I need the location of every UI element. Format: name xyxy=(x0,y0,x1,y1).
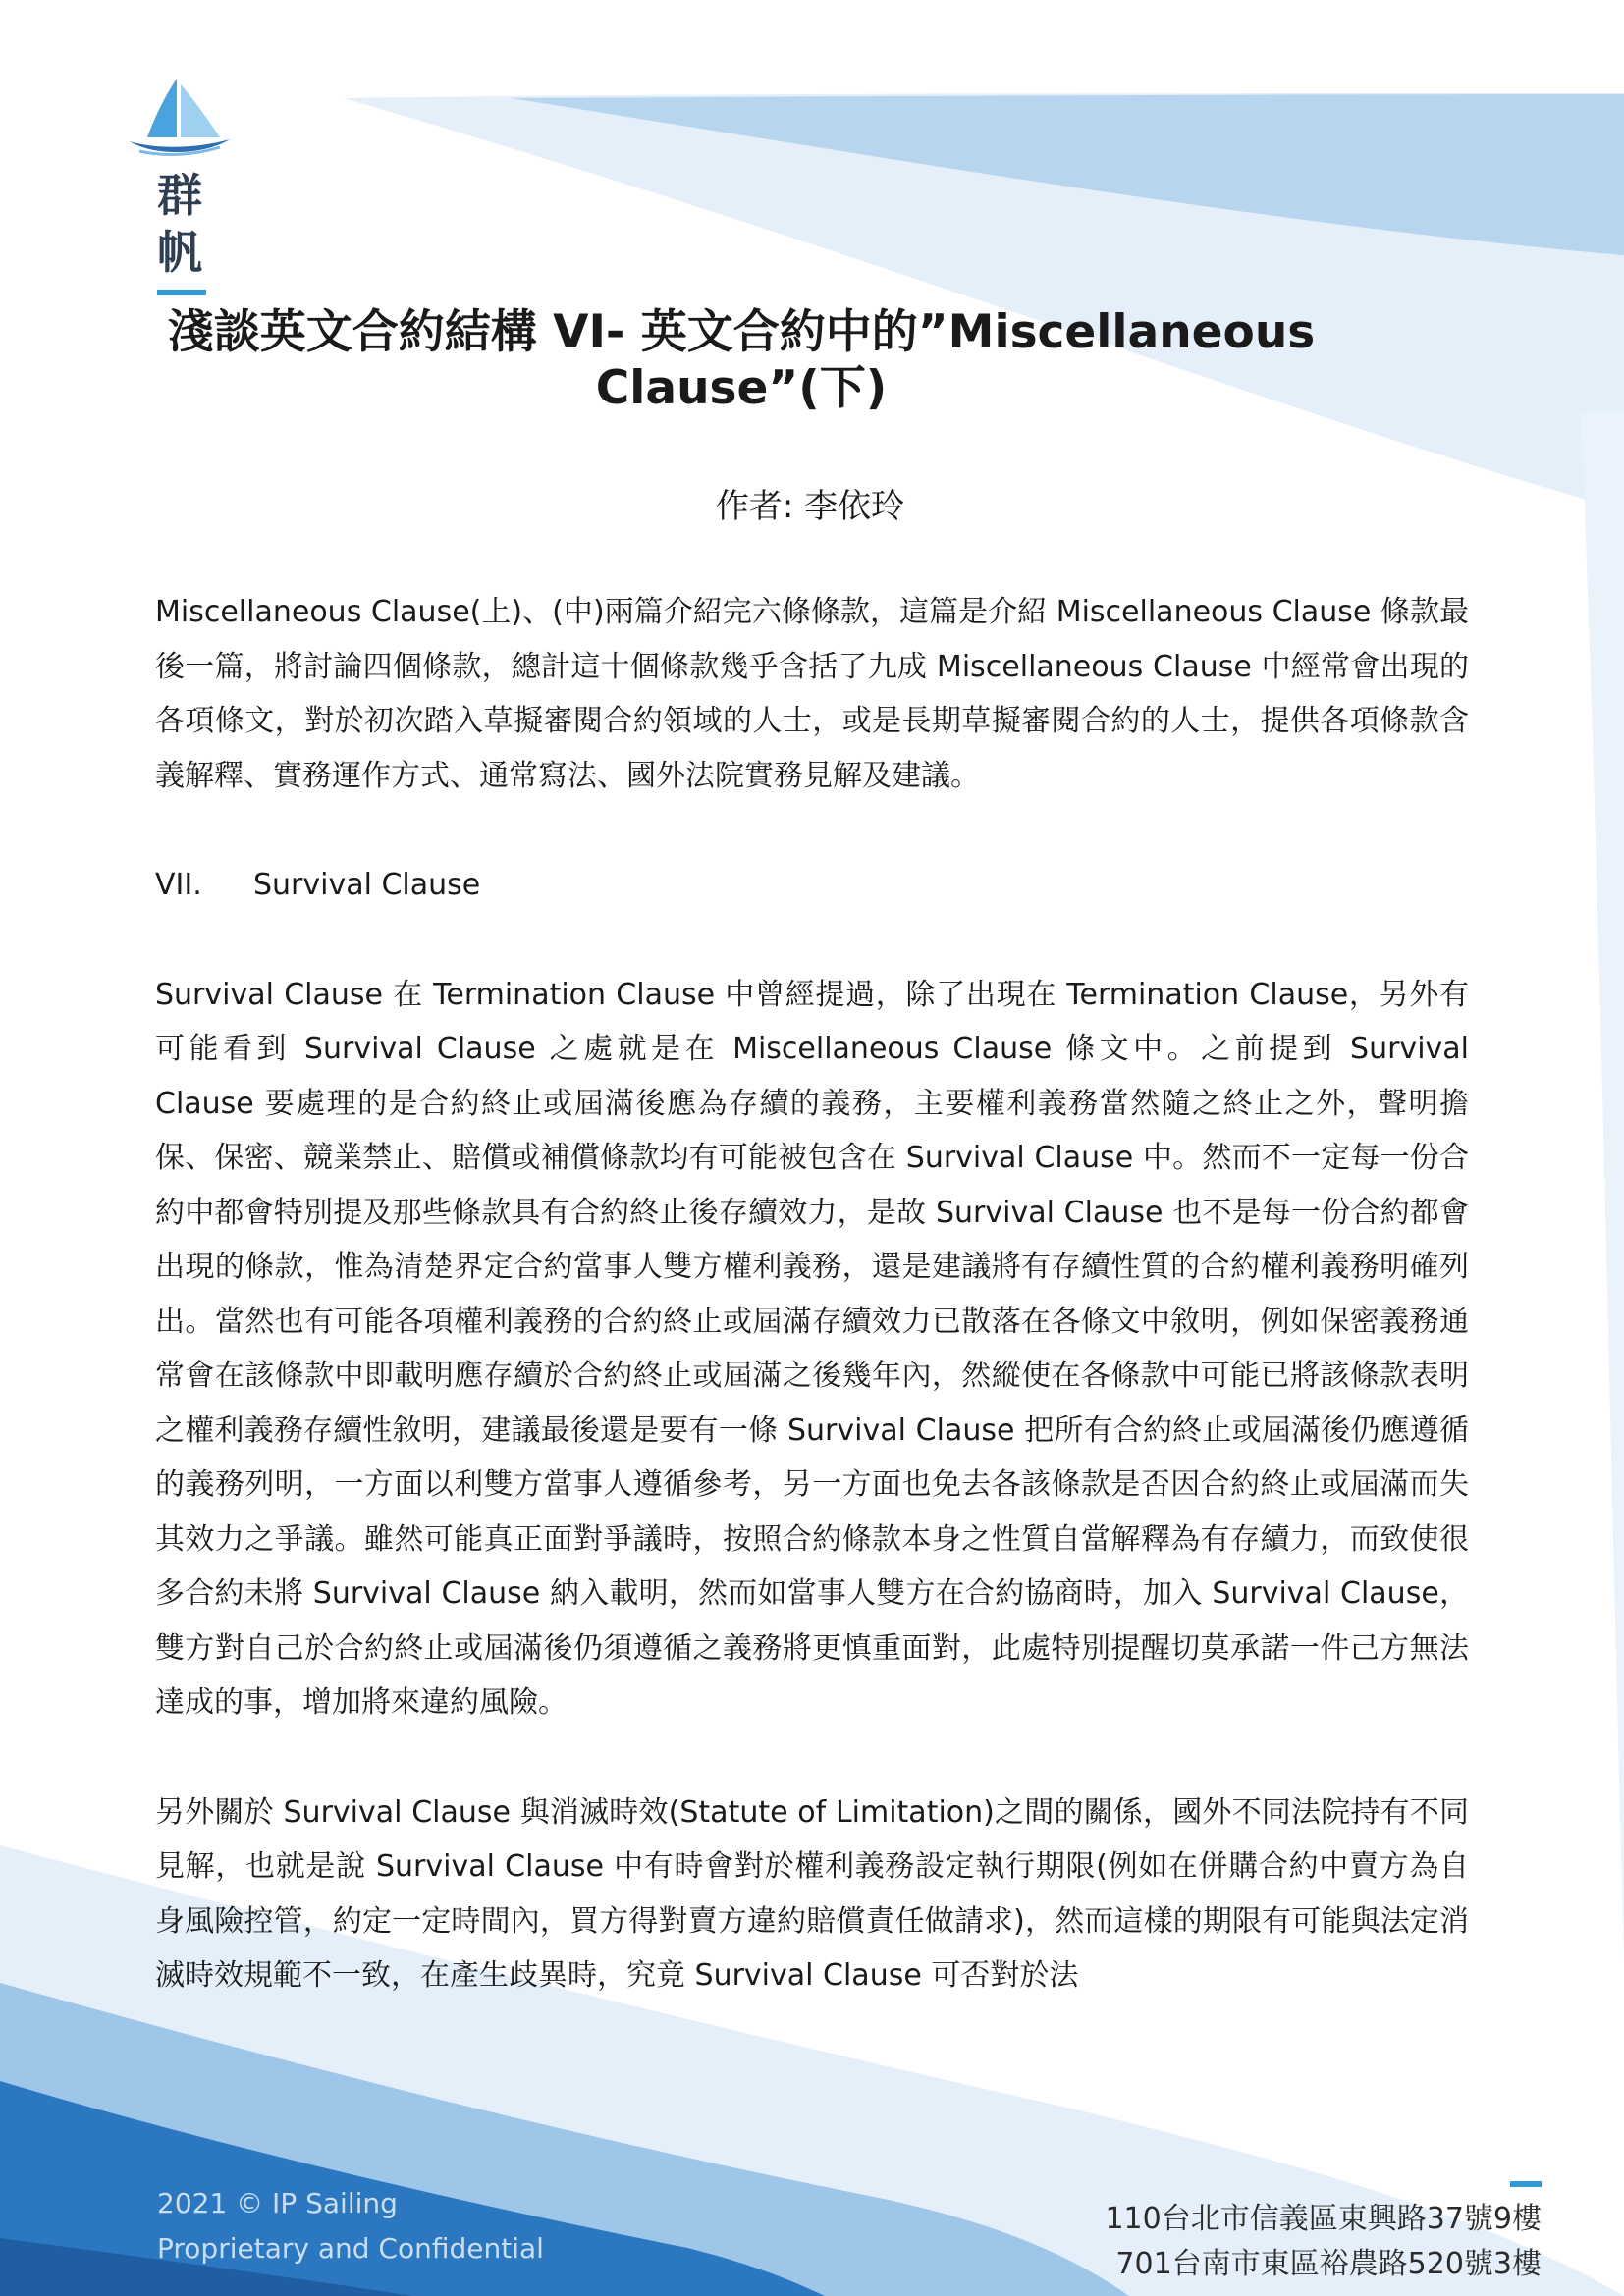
sailboat-icon xyxy=(126,77,234,157)
address-tainan: 701台南市東區裕農路520號3樓 xyxy=(1115,2247,1542,2281)
footer-addresses xyxy=(1105,2197,1542,2287)
section-number: VII. xyxy=(155,868,202,902)
article-body xyxy=(155,585,1469,2058)
section-title: Survival Clause xyxy=(253,868,481,902)
logo-char-2: 帆 xyxy=(157,226,202,279)
paragraph-intro: Miscellaneous Clause(上)、(中)兩篇介紹完六條條款，這篇是介紹 Miscellaneous Clause 條款最後一篇，將討論四個條款，總計這十個條款幾乎含括了九成 Miscellaneous Clause 中經常會出現的各項條文，對於初次踏入草擬審閱合約領域的人士，或是長期草擬審閱合約的人士，提供各項條款含義解釋、實務運作方式、通常寫法、國外法院實務見解及建議。 xyxy=(155,595,1469,793)
logo-text xyxy=(157,167,216,281)
copyright-text: 2021 © IP Sailing xyxy=(157,2187,398,2219)
right-wave xyxy=(1581,412,1624,1963)
footer-accent-bar xyxy=(1510,2181,1542,2187)
section-heading xyxy=(155,858,1469,913)
page-title: 淺談英文合約結構 VI- 英文合約中的”Miscellaneous Clause”(下) xyxy=(167,305,1316,415)
paragraph-statute: 另外關於 Survival Clause 與消滅時效(Statute of Limitation)之間的關係，國外不同法院持有不同見解，也就是說 Survival Clause 中有時會對於權利義務設定執行期限(例如在併購合約中賣方為自身風險控管，約定一定時間內，買方得對賣方違約賠償責任做請求)，然而這樣的期限有可能與法定消滅時效規範不一致，在產生歧異時，究竟 Survival Clause 可否對於法 xyxy=(155,1794,1469,1993)
address-taipei: 110台北市信義區東興路37號9樓 xyxy=(1105,2202,1542,2236)
logo-char-1: 群 xyxy=(157,169,202,222)
confidential-text: Proprietary and Confidential xyxy=(157,2232,544,2265)
logo-underline xyxy=(157,290,206,295)
author-line: 作者: 李依玲 xyxy=(715,487,905,526)
paragraph-survival: Survival Clause 在 Termination Clause 中曾經提過，除了出現在 Termination Clause，另外有可能看到 Survival Clause 之處就是在 Miscellaneous Clause 條文中。之前提到 Survival Clause 要處理的是合約終止或屆滿後應為存續的義務，主要權利義務當然隨之終止之外，聲明擔保、保密、競業禁止、賠償或補償條款均有可能被包含在 Survival Clause 中。然而不一定每一份合約中都會特別提及那些條款具有合約終止後存續效力，是故 Survival Clause 也不是每一份合約都會出現的條款，惟為清楚界定合約當事人雙方權利義務，還是建議將有存續性質的合約權利義務明確列出。當然也有可能各項權利義務的合約終止或屆滿存續效力已散落在各條文中敘明，例如保密義務通常會在該條款中即載明應存續於合約終止或屆滿之後幾年內，然縱使在各條款中可能已將該條款表明之權利義務存續性敘明，建議最後還是要有一條 Survival Clause 把所有合約終止或屆滿後仍應遵循的義務列明，一方面以利雙方當事人遵循參考，另一方面也免去各該條款是否因合約終止或屆滿而失其效力之爭議。雖然可能真正面對爭議時，按照合約條款本身之性質自當解釋為有存續力，而致使很多合約未將 Survival Clause 納入載明，然而如當事人雙方在合約協商時，加入 Survival Clause，雙方對自己於合約終止或屆滿後仍須遵循之義務將更慎重面對，此處特別提醒切莫承諾一件己方無法達成的事，增加將來違約風險。 xyxy=(155,977,1469,1720)
logo xyxy=(126,77,234,157)
footer-left xyxy=(157,2181,544,2271)
